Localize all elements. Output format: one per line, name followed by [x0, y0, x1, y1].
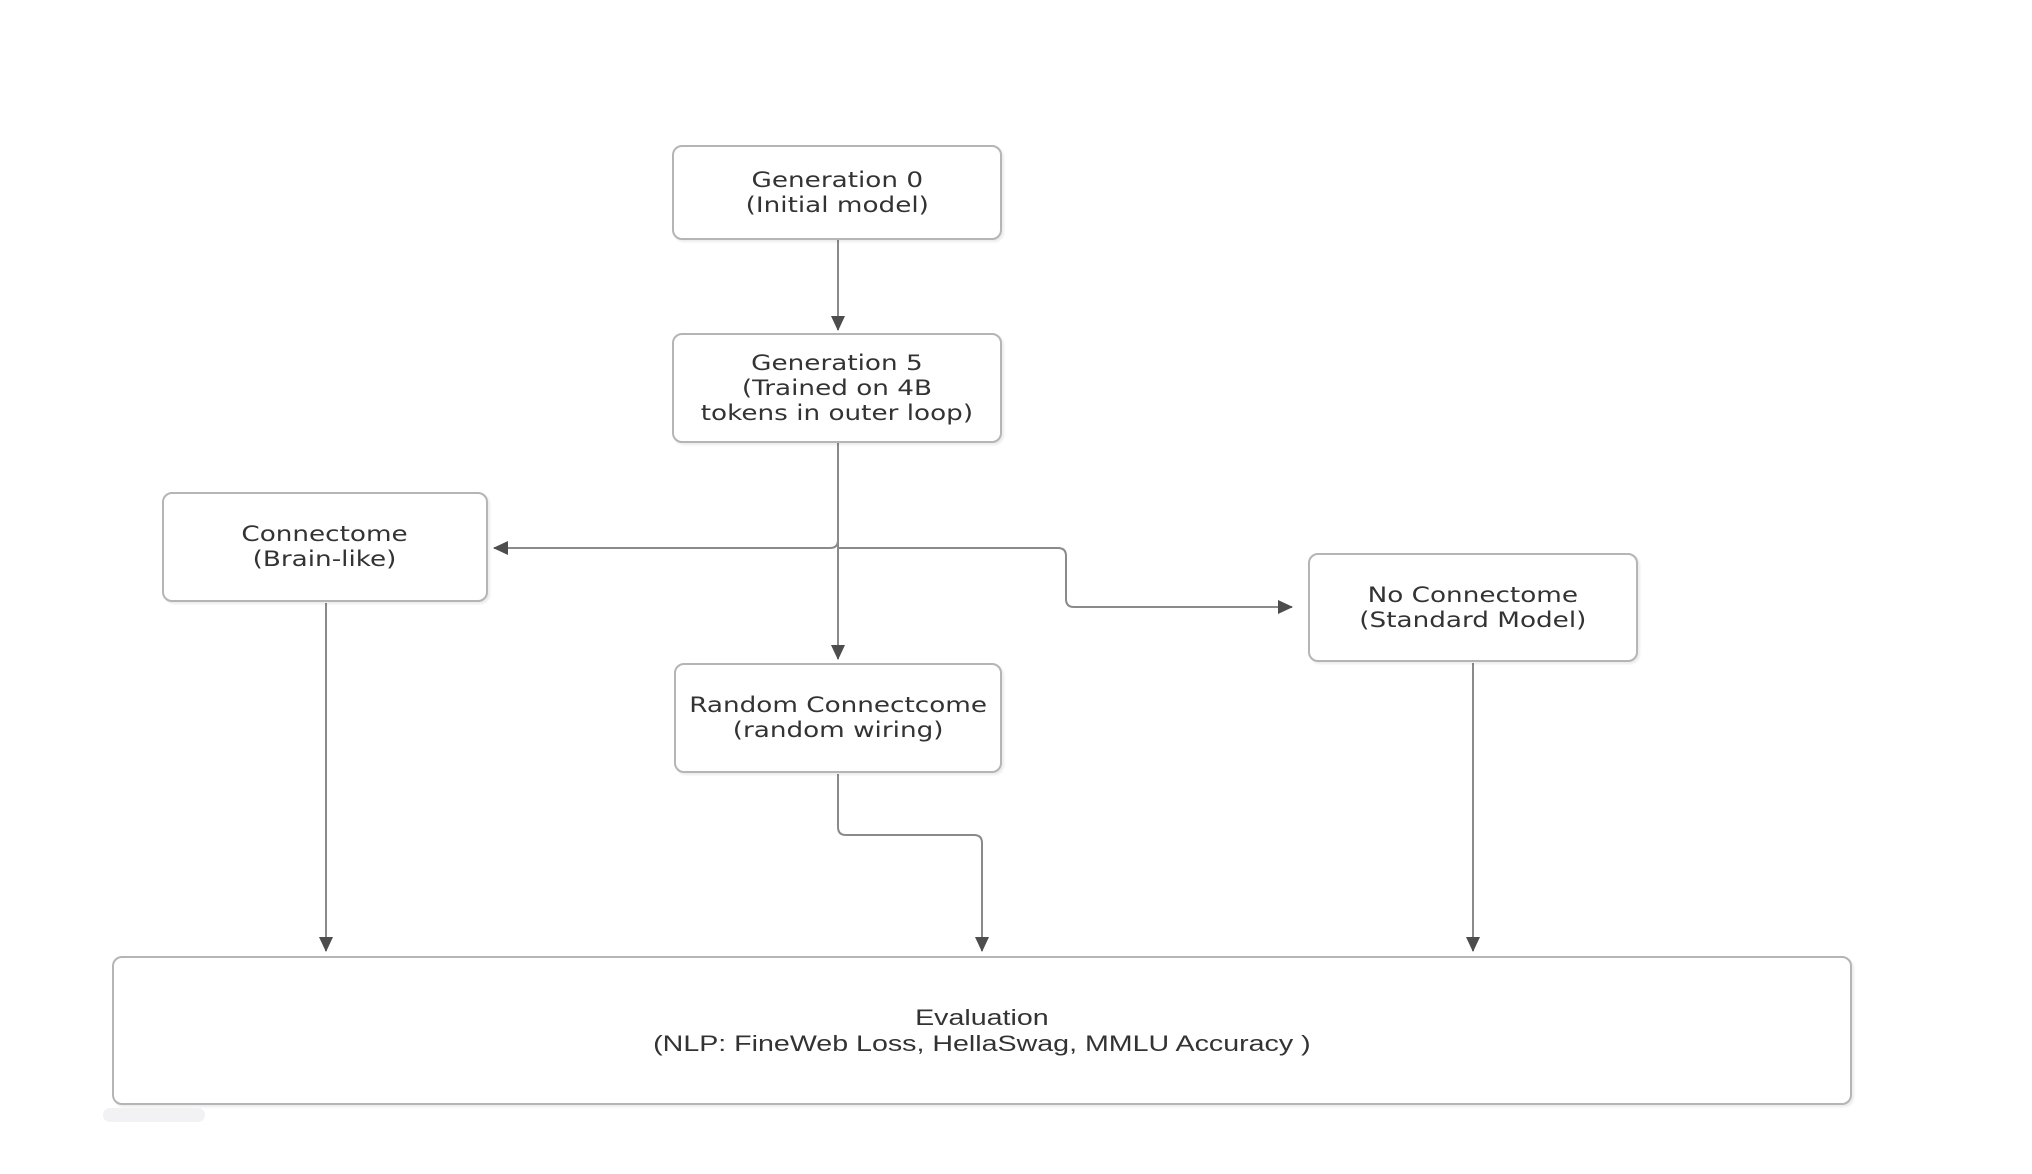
node-label-line: No Connectome	[1367, 582, 1579, 607]
node-label-line: Generation 5	[751, 350, 923, 375]
node-label-line: (NLP: FineWeb Loss, HellaSwag, MMLU Accuracy )	[653, 1030, 1311, 1056]
edge-generation5-connectome	[494, 443, 838, 548]
node-evaluation	[112, 956, 1852, 1105]
node-generation-5	[672, 333, 1002, 443]
edge-random-connectome-evaluation	[838, 774, 982, 951]
node-generation-0	[672, 145, 1002, 240]
node-connectome	[162, 492, 488, 602]
node-label-line: (random wiring)	[732, 718, 944, 742]
node-label-line: (Brain-like)	[253, 547, 397, 571]
node-evaluation-label	[653, 1005, 1310, 1057]
node-no-connectome	[1308, 553, 1638, 662]
node-label-line: Connectome	[241, 522, 409, 546]
node-random-connectome-label	[689, 693, 987, 743]
node-label-line: (Standard Model)	[1359, 607, 1587, 632]
node-no-connectome-label	[1359, 583, 1586, 633]
node-random-connectome	[674, 663, 1002, 773]
node-generation-0-label	[745, 168, 928, 218]
node-label-line: (Trained on 4B	[741, 375, 933, 400]
node-label-line: tokens in outer loop)	[700, 400, 974, 425]
node-label-line: (Initial model)	[745, 192, 929, 217]
node-generation-5-label	[701, 351, 973, 426]
node-label-line: Random Connectcome	[689, 693, 987, 717]
screenshot-artifact	[103, 1108, 205, 1122]
node-connectome-label	[242, 522, 408, 572]
node-label-line: Evaluation	[915, 1004, 1049, 1030]
node-label-line: Generation 0	[751, 167, 923, 192]
edge-generation5-no-connectome	[838, 548, 1292, 607]
